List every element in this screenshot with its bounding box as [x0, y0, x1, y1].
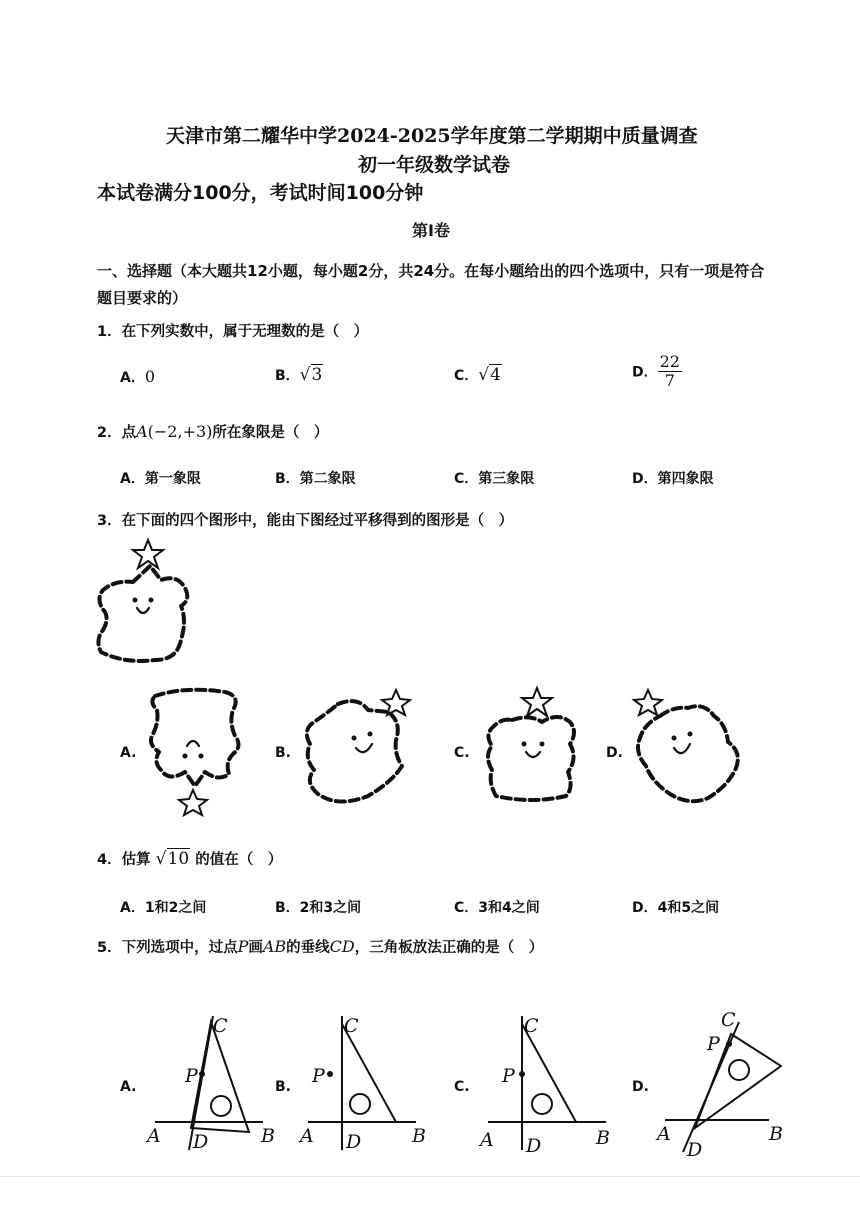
label-d: D	[526, 1135, 542, 1157]
label-a: A	[480, 1129, 494, 1151]
label-b: B	[769, 1123, 783, 1145]
label-d: D	[687, 1139, 703, 1161]
label-c: C	[213, 1015, 228, 1037]
exam-title: 天津市第二耀华中学2024-2025学年度第二学期期中质量调查	[166, 125, 698, 147]
q3-option-a-figure[interactable]	[145, 686, 255, 811]
q5-option-b-label[interactable]: B.	[275, 1079, 291, 1095]
q5-option-c-figure[interactable]	[478, 1010, 618, 1160]
q4-option-a[interactable]: A．1和2之间	[120, 900, 207, 916]
q5-option-a-label[interactable]: A.	[120, 1079, 137, 1095]
label-c: C	[524, 1015, 539, 1037]
q5-option-b-figure[interactable]	[298, 1010, 438, 1160]
q5-stem: 5．下列选项中，过点P画AB的垂线CD，三角板放法正确的是（ ）	[97, 937, 544, 956]
q4-option-b[interactable]: B．2和3之间	[275, 900, 362, 916]
q4-stem: 4．估算 √10 的值在（ ）	[97, 849, 283, 869]
label-p: P	[502, 1065, 515, 1087]
q1-option-a[interactable]	[120, 367, 155, 387]
label-a: A	[147, 1125, 161, 1147]
label-b: B	[412, 1125, 426, 1147]
q3-option-a-label[interactable]: A.	[120, 745, 137, 761]
label-a: A	[300, 1125, 314, 1147]
sqrt-expression: √4	[478, 365, 501, 385]
section-heading: 一、选择题（本大题共12小题，每小题2分，共24分。在每小题给出的四个选项中，只有一项是符合	[97, 262, 765, 280]
q3-option-c-label[interactable]: C.	[454, 745, 470, 761]
point-coordinates: (−2,+3)	[147, 422, 213, 441]
label-b: B	[261, 1125, 275, 1147]
exam-info: 本试卷满分100分，考试时间100分钟	[97, 182, 424, 204]
exam-subtitle: 初一年级数学试卷	[358, 154, 511, 176]
q3-option-b-figure[interactable]	[298, 686, 418, 811]
label-p: P	[707, 1033, 720, 1055]
q2-stem: 2．点A(−2,+3)所在象限是（ ）	[97, 422, 329, 441]
q4-option-d[interactable]: D．4和5之间	[632, 900, 720, 916]
page-bottom-divider	[0, 1176, 860, 1177]
q2-option-c[interactable]: C．第三象限	[454, 471, 535, 487]
q3-option-c-figure[interactable]	[482, 686, 592, 811]
label-b: B	[596, 1127, 610, 1149]
section-heading-cont: 题目要求的）	[97, 289, 188, 307]
q5-option-a-figure[interactable]	[145, 1010, 285, 1160]
q3-option-b-label[interactable]: B.	[275, 745, 291, 761]
q5-option-d-figure[interactable]	[655, 1010, 805, 1160]
sqrt-expression: √3	[299, 365, 323, 385]
label-d: D	[193, 1131, 209, 1153]
q2-option-b[interactable]: B．第二象限	[275, 471, 356, 487]
q5-option-c-label[interactable]: C.	[454, 1079, 470, 1095]
label-c: C	[721, 1009, 736, 1031]
option-label: D．	[632, 364, 658, 381]
q1-option-b[interactable]	[275, 365, 323, 385]
q2-option-d[interactable]: D．第四象限	[632, 471, 714, 487]
q5-option-d-label[interactable]: D.	[632, 1079, 649, 1095]
option-label: A．	[120, 370, 145, 386]
option-value: 0	[144, 367, 156, 386]
label-c: C	[344, 1015, 359, 1037]
q4-option-c[interactable]: C．3和4之间	[454, 900, 540, 916]
fraction: $\frac{22}{7}$	[659, 352, 680, 390]
sqrt-expression: √10	[155, 849, 190, 869]
q3-option-d-figure[interactable]	[630, 686, 750, 811]
volume-label: 第Ⅰ卷	[412, 221, 450, 240]
option-label: C．	[454, 368, 479, 384]
label-a: A	[657, 1123, 671, 1145]
label-p: P	[185, 1065, 198, 1087]
q1-option-d[interactable]	[632, 353, 682, 390]
q2-option-a[interactable]: A．第一象限	[120, 471, 201, 487]
q3-option-d-label[interactable]: D.	[606, 745, 623, 761]
q3-stem: 3．在下面的四个图形中，能由下图经过平移得到的图形是（ ）	[97, 513, 514, 529]
label-d: D	[346, 1131, 362, 1153]
point-name: A	[136, 422, 148, 441]
q3-reference-figure	[95, 540, 205, 670]
label-p: P	[312, 1065, 325, 1087]
q1-option-c[interactable]	[454, 365, 502, 385]
q1-stem: 1．在下列实数中，属于无理数的是（ ）	[97, 324, 369, 340]
option-label: B．	[275, 368, 300, 384]
